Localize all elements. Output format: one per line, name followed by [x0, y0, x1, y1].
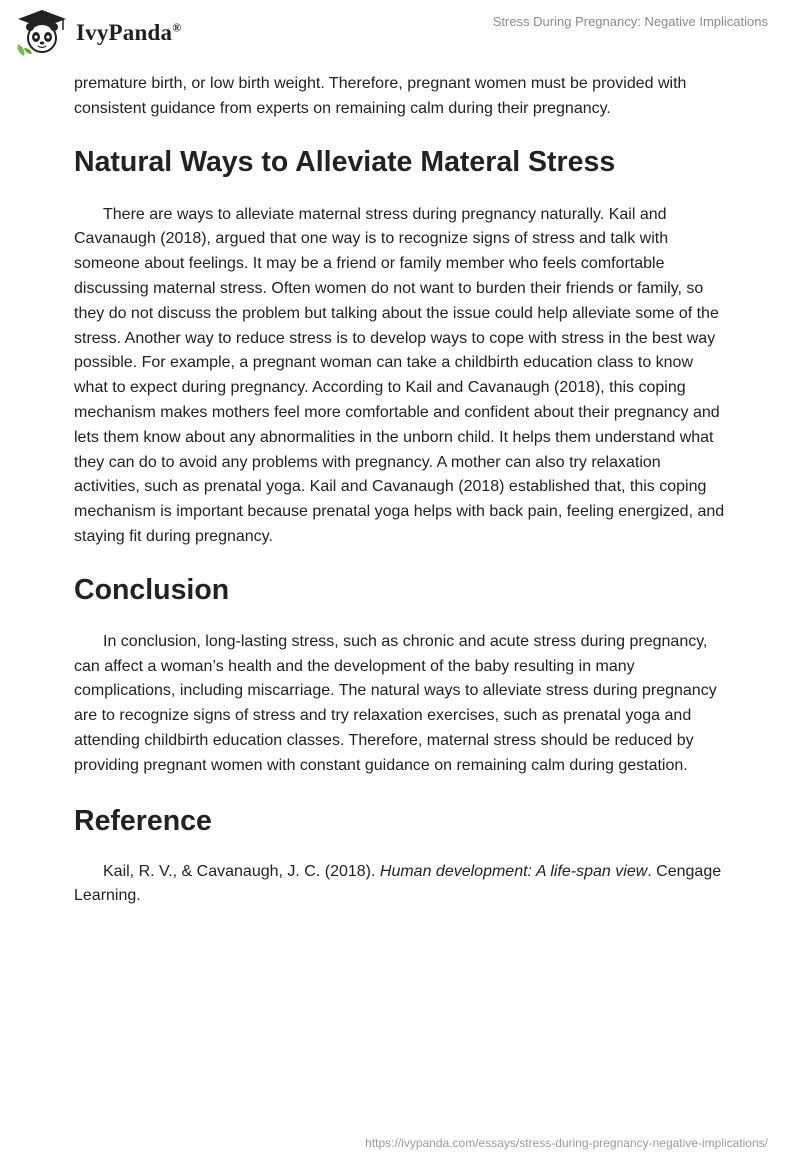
intro-paragraph: premature birth, or low birth weight. Therefore, pregnant women must be provided with consistent guidance from experts on remaining calm during their pregnancy. — [74, 75, 687, 117]
heading-reference: Reference — [74, 804, 212, 837]
essay-body — [74, 72, 728, 909]
page-header — [0, 0, 800, 70]
reference-entry — [74, 860, 728, 910]
citation-publisher: . Cengage Learning. — [74, 862, 722, 905]
heading-natural-ways: Natural Ways to Alleviate Materal Stress — [74, 145, 616, 178]
source-url-link[interactable]: https://ivypanda.com/essays/stress-during-pregnancy-negative-implications/ — [365, 1136, 768, 1150]
citation-title: Human development: A life-span view — [379, 862, 648, 880]
conclusion-paragraph: In conclusion, long-lasting stress, such as chronic and acute stress during pregnancy, can affect a woman’s health and the development of the baby resulting in many complications, including miscarriage. The natural ways to alleviate stress during pregnancy are to recognize signs of stress and try relaxation exercises, such as prenatal yoga and attending childbirth education classes. Therefore, maternal stress should be reduced by providing pregnant women with constant guidance on remaining calm during gestation. — [74, 632, 717, 774]
heading-conclusion: Conclusion — [74, 573, 230, 606]
running-title: Stress During Pregnancy: Negative Implications — [492, 14, 768, 29]
natural-ways-paragraph: There are ways to alleviate maternal stress during pregnancy naturally. Kail and Cavanaugh (2018), argued that one way is to recognize signs of stress and talk with someone about feelings. It may be a friend or family member who feels comfortable discussing maternal stress. Often women do not want to burden their friends or family, so they do not discuss the problem but talking about the issue could help alleviate some of the stress. Another way to reduce stress is to develop ways to cope with stress in the best way possible. For example, a pregnant woman can take a childbirth education class to know what to expect during pregnancy. According to Kail and Cavanaugh (2018), this coping mechanism makes mothers feel more comfortable and confident about their pregnancy and lets them know about any abnormalities in the unborn child. It helps them understand what they can do to avoid any problems with pregnancy. A mother can also try relaxation activities, such as prenatal yoga. Kail and Cavanaugh (2018) established that, this coping mechanism is important because prenatal yoga helps with back pain, feeling energized, and staying fit during pregnancy. — [74, 205, 725, 545]
brand-name: IvyPanda® — [76, 20, 182, 45]
citation-authors: Kail, R. V., & Cavanaugh, J. C. (2018). — [103, 862, 380, 880]
ivypanda-logo[interactable] — [14, 8, 181, 58]
panda-graduate-icon — [14, 8, 70, 58]
